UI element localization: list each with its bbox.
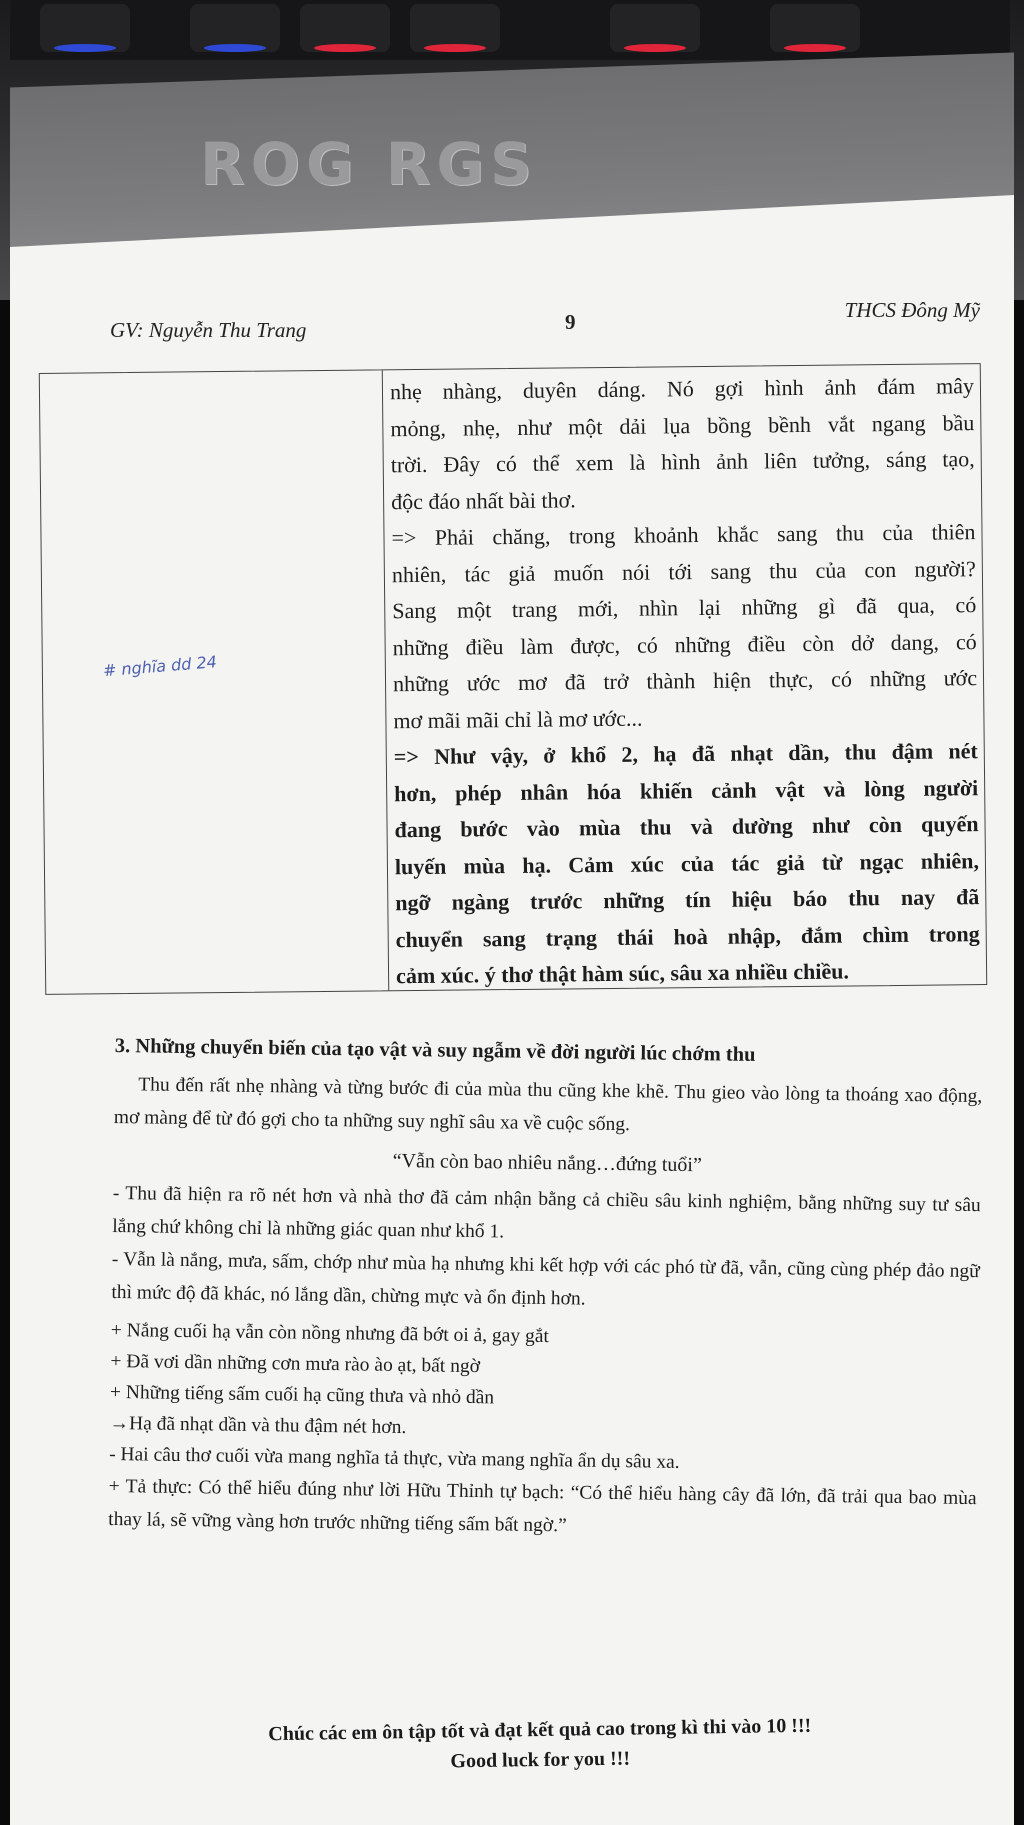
table-line: hơn, phép nhân hóa khiến cảnh vật và lòng người: [394, 774, 979, 806]
section-3: [108, 1035, 983, 1548]
bullet-line: + Đã vơi dần những cơn mưa rào ào ạt, bất ngờ: [110, 1350, 481, 1378]
closing-message: [190, 1710, 891, 1781]
table-left-column: [40, 370, 389, 994]
paragraph: + Tả thực: Có thể hiểu đúng như lời Hữu Thỉnh tự bạch: “Có thể hiểu hàng cây đã lớn, đã trải qua bao mùa thay lá, sẽ vững vàng hơn trước những tiếng sấm bất ngờ.”: [108, 1475, 977, 1537]
table-line: => Phải chăng, trong khoảnh khắc sang thu của thiên: [391, 519, 976, 551]
page-header: [110, 298, 980, 350]
page-number: 9: [565, 310, 576, 334]
keyboard-key: [190, 4, 280, 52]
table-line: độc đáo nhất bài thơ.: [391, 486, 576, 514]
keyboard-key-row: [10, 0, 1010, 60]
table-line: ngỡ ngàng trước những tín hiệu báo thu nay đã: [395, 884, 980, 916]
table-line: nhiên, tác giả muốn nói tới sang thu của con người?: [391, 555, 976, 587]
keyboard-key: [410, 4, 500, 52]
bullet-line: →Hạ đã nhạt dần và thu đậm nét hơn.: [109, 1412, 407, 1439]
table-line: mỏng, nhẹ, như một dải lụa bồng bềnh vắt ngang bầu: [390, 409, 975, 441]
table-line: đang bước vào mùa thu và dường như còn quyến: [394, 811, 979, 843]
paragraph: - Thu đã hiện ra rõ nét hơn và nhà thơ đã cảm nhận bằng cả chiều sâu kinh nghiệm, bằng những suy tư sâu lắng chứ không chỉ là những giác quan như khổ 1.: [112, 1182, 981, 1243]
poem-quote: “Vẫn còn bao nhiêu nắng…đứng tuổi”: [392, 1149, 702, 1177]
brand-logo: ROG RGS: [200, 130, 538, 198]
teacher-name: GV: Nguyễn Thu Trang: [110, 318, 307, 342]
table-right-column: [390, 368, 980, 995]
table-line: trời. Đây có thể xem là hình ảnh liên tưởng, sáng tạo,: [390, 446, 975, 478]
paragraph: - Vẫn là nắng, mưa, sấm, chớp như mùa hạ nhưng khi kết hợp với các phó từ đã, vẫn, cũng cùng phép đảo ngữ thì mức độ đã khác, nó lắng dần, chừng mực và ổn định hơn.: [111, 1248, 980, 1310]
table-line: => Như vậy, ở khổ 2, hạ đã nhạt dần, thu đậm nét: [393, 738, 978, 770]
keyboard-key: [300, 4, 390, 52]
bullet-line: + Những tiếng sấm cuối hạ cũng thưa và nhỏ dần: [109, 1381, 495, 1409]
keyboard-key: [770, 4, 860, 52]
table-line: nhẹ nhàng, duyên dáng. Nó gợi hình ảnh đám mây: [389, 373, 975, 405]
table-line: những điều làm được, có những điều còn dở dang, có: [392, 628, 977, 660]
closing-line: Chúc các em ôn tập tốt và đạt kết quả cao trong kì thi vào 10 !!!: [268, 1714, 812, 1746]
keyboard-key: [40, 4, 130, 52]
table-line: mơ mãi mãi chỉ là mơ ước...: [393, 705, 643, 733]
table-line: Sang một trang mới, nhìn lại những gì đã qua, có: [392, 592, 977, 624]
closing-line: Good luck for you !!!: [450, 1747, 631, 1773]
table-line: luyến mùa hạ. Cảm xúc của tác giả từ ngạc nhiên,: [394, 847, 980, 879]
table-line: những ước mơ đã trở thành hiện thực, có những ước: [392, 665, 978, 697]
bullet-line: + Nắng cuối hạ vẫn còn nồng nhưng đã bớt oi ả, gay gắt: [110, 1319, 550, 1348]
handwritten-note: # nghĩa dd 24: [102, 652, 218, 681]
school-name: THCS Đông Mỹ: [844, 298, 980, 322]
keyboard-key: [610, 4, 700, 52]
content-table: [39, 363, 987, 995]
table-line: cảm xúc. ý thơ thật hàm súc, sâu xa nhiều chiều.: [395, 958, 850, 989]
section-title: 3. Những chuyển biến của tạo vật và suy ngẫm về đời người lúc chớm thu: [114, 1035, 756, 1066]
paragraph: - Hai câu thơ cuối vừa mang nghĩa tả thực, vừa mang nghĩa ẩn dụ sâu xa.: [108, 1443, 680, 1473]
intro-paragraph: Thu đến rất nhẹ nhàng và từng bước đi của mùa thu cũng khe khẽ. Thu gieo vào lòng ta thoáng xao động, mơ màng để từ đó gợi cho ta những suy nghĩ sâu xa về cuộc sống.: [113, 1074, 983, 1136]
table-line: chuyển sang trạng thái hoà nhập, đắm chìm trong: [395, 920, 980, 952]
